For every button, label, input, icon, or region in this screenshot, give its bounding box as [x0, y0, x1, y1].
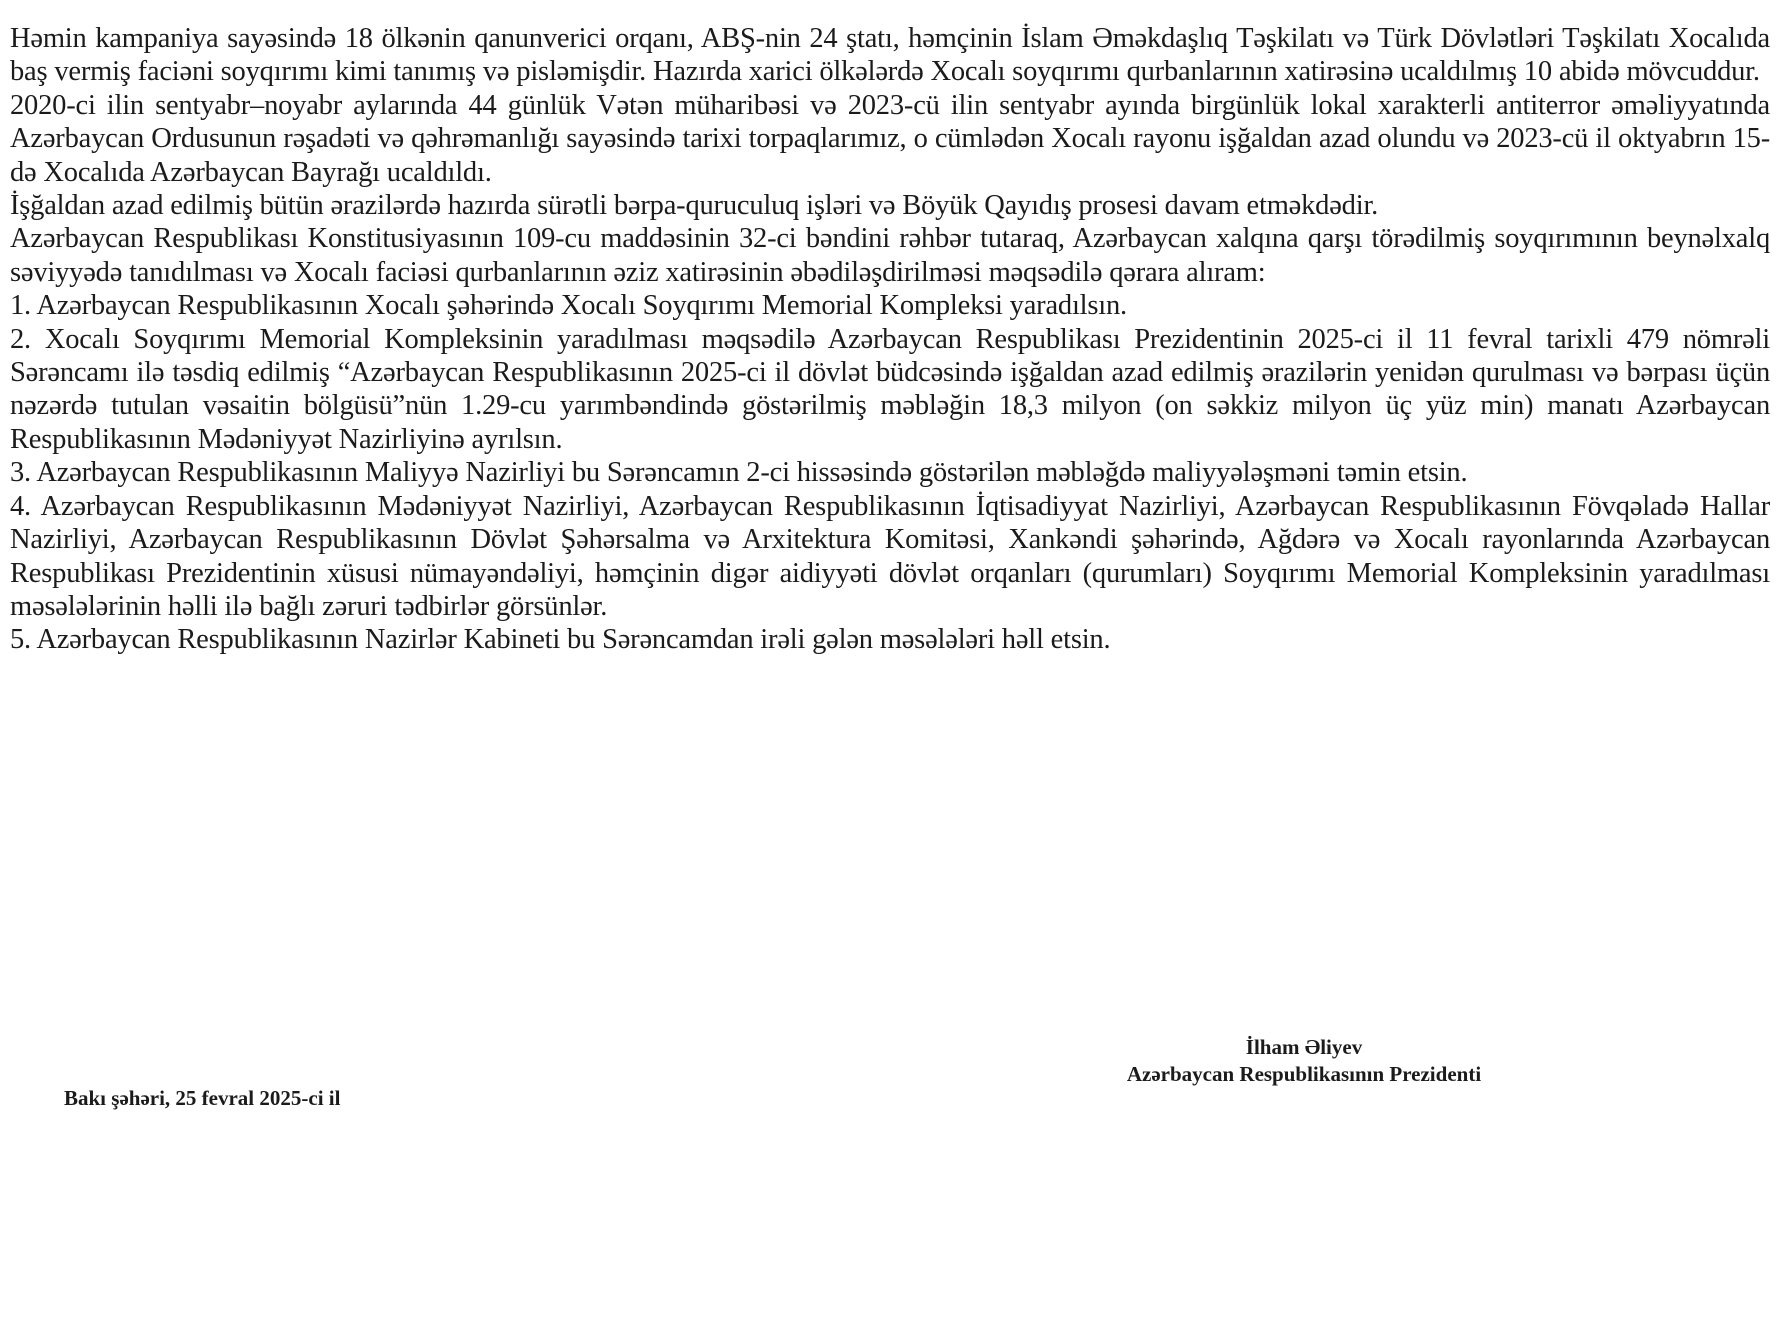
decree-item-3: 3. Azərbaycan Respublikasının Maliyyə Nazirliyi bu Sərəncamın 2-ci hissəsində göstərilən məbləğdə maliyyələşməni təmin etsin.: [10, 457, 1468, 489]
signature-name: İlham Əliyev: [1245, 1035, 1363, 1059]
decree-item-4: 4. Azərbaycan Respublikasının Mədəniyyət Nazirliyi, Azərbaycan Respublikasının İqtisadiyyat Nazirliyi, Azərbaycan Respublikasının Fövqəladə Hallar Nazirliyi, Azərbaycan Respublikasının Dövlət Şəhərsalma və Arxitektura Komitəsi, Xankəndi şəhərində, Ağdərə və Xocalı rayonlarında Azərbaycan Respublikası Prezidentinin xüsusi nümayəndəliyi, həmçinin digər aidiyyəti dövlət orqanları (qurumları) Soyqırımı Memorial Kompleksinin yaradılması məsələlərinin həlli ilə bağlı zəruri tədbirlər görsünlər.: [10, 490, 1770, 622]
decree-item-1: 1. Azərbaycan Respublikasının Xocalı şəhərində Xocalı Soyqırımı Memorial Kompleksi yaradılsın.: [10, 290, 1127, 322]
paragraph-liberation-war: 2020-ci ilin sentyabr–noyabr aylarında 44 günlük Vətən müharibəsi və 2023-cü ilin sentyabr ayında birgünlük lokal xarakterli antiterror əməliyyatında Azərbaycan Ordusunun rəşadəti və qəhrəmanlığı sayəsində tarixi torpaqlarımız, o cümlədən Xocalı rayonu işğaldan azad olundu və 2023-cü il oktyabrın 15-də Xocalıda Azərbaycan Bayrağı ucaldıldı.: [10, 89, 1770, 188]
date-place: Bakı şəhəri, 25 fevral 2025-ci il: [64, 1086, 341, 1110]
signature-block: [1118, 1034, 1490, 1088]
signature-title: Azərbaycan Respublikasının Prezidenti: [1126, 1062, 1482, 1086]
paragraph-intro-campaign: Həmin kampaniya sayəsində 18 ölkənin qanunverici orqanı, ABŞ-nin 24 ştatı, həmçinin İslam Əməkdaşlıq Təşkilatı və Türk Dövlətləri Təşkilatı Xocalıda baş vermiş faciəni soyqırımı kimi tanımış və pisləmişdir. Hazırda xarici ölkələrdə Xocalı soyqırımı qurbanlarının xatirəsinə ucaldılmış 10 abidə mövcuddur.: [10, 23, 1770, 88]
decree-item-5: 5. Azərbaycan Respublikasının Nazirlər Kabineti bu Sərəncamdan irəli gələn məsələləri həll etsin.: [10, 624, 1111, 656]
document-body: [10, 22, 1770, 657]
decree-item-2: 2. Xocalı Soyqırımı Memorial Kompleksinin yaradılması məqsədilə Azərbaycan Respublikası Prezidentinin 2025-ci il 11 fevral tarixli 479 nömrəli Sərəncamı ilə təsdiq edilmiş “Azərbaycan Respublikasının 2025-ci il dövlət büdcəsində işğaldan azad edilmiş ərazilərin yenidən qurulması və bərpası üçün nəzərdə tutulan vəsaitin bölgüsü”nün 1.29-cu yarımbəndində göstərilmiş məbləğin 18,3 milyon (on səkkiz milyon üç yüz min) manatı Azərbaycan Respublikasının Mədəniyyət Nazirliyinə ayrılsın.: [10, 323, 1770, 455]
paragraph-reconstruction: İşğaldan azad edilmiş bütün ərazilərdə hazırda sürətli bərpa-quruculuq işləri və Böyük Qayıdış prosesi davam etməkdədir.: [10, 190, 1379, 222]
paragraph-decree-preamble: Azərbaycan Respublikası Konstitusiyasının 109-cu maddəsinin 32-ci bəndini rəhbər tutaraq, Azərbaycan xalqına qarşı törədilmiş soyqırımının beynəlxalq səviyyədə tanıdılması və Xocalı faciəsi qurbanlarının əziz xatirəsinin əbədiləşdirilməsi məqsədilə qərara alıram:: [10, 223, 1770, 288]
